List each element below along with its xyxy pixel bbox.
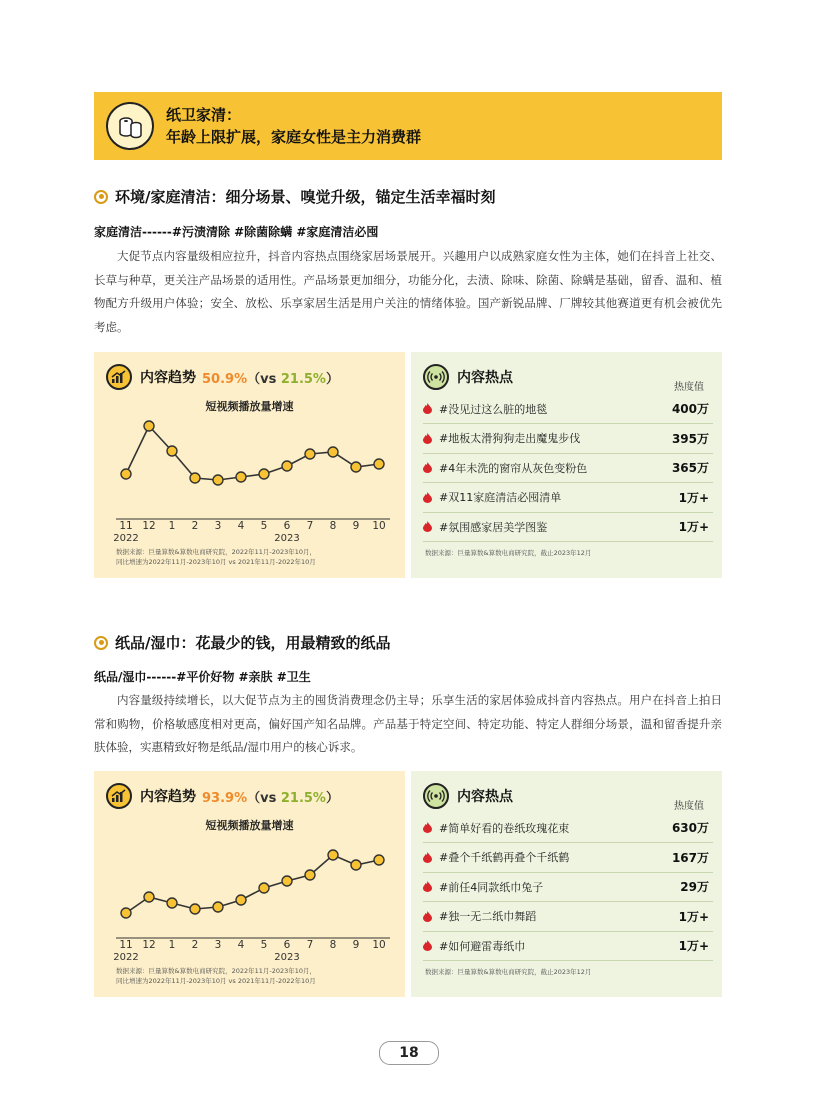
series-line [126,426,379,480]
data-point [374,459,384,469]
data-point [259,883,269,893]
x-tick-label: 6 [283,520,291,532]
trend-percent: 93.9%（vs 21.5%） [202,790,339,806]
hot-item-value: 29万 [680,880,709,894]
hot-item-label: #氛围感家居美学图鉴 [439,520,548,534]
divider [423,960,713,961]
hot-item-value: 167万 [671,850,709,865]
chart-title: 短视频播放量增速 [205,400,294,413]
data-point [236,895,246,905]
data-point [259,469,269,479]
data-point [305,449,315,459]
hot-item [423,843,709,872]
x-tick-label: 3 [214,939,222,951]
hot-item-value: 365万 [671,461,709,475]
hot-panel-2 [411,771,722,997]
hot-item [423,512,709,541]
hot-item-value: 1万+ [678,490,709,505]
data-point [213,475,223,485]
x-tick-label: 10 [372,939,386,951]
hot-item-label: #地板太滑狗狗走出魔鬼步伐 [439,432,581,445]
hot-item-label: #简单好看的卷纸玫瑰花束 [439,821,570,835]
trend-percent: 50.9%（vs 21.5%） [202,371,339,387]
x-tick-label: 12 [142,520,156,532]
broadcast-icon [423,364,449,390]
hot-item [423,394,709,423]
data-point [351,860,361,870]
data-point [282,876,292,886]
toilet-paper-icon [106,102,154,150]
x-tick-label: 1 [168,520,176,532]
x-tick-label: 6 [283,939,291,951]
hot-item [423,872,709,901]
broadcast-icon [423,783,449,809]
hot-item-value: 395万 [671,431,709,446]
hot-panel-1 [411,352,722,578]
x-tick-label: 8 [329,520,337,532]
x-tick-label: 4 [237,939,245,951]
data-point [305,870,315,880]
trend-label: 内容趋势 [140,370,196,386]
flame-icon [423,403,433,414]
hot-title: 内容热点 [457,789,513,805]
line-chart [94,771,405,997]
hot-item-label: #独一无二纸巾舞蹈 [439,910,537,923]
flame-icon [423,881,433,892]
hot-item-value: 1万+ [678,520,709,534]
hot-item-label: #前任4同款纸巾兔子 [439,880,544,894]
divider [423,541,713,542]
section-2-paragraph: 内容量级持续增长，以大促节点为主的囤货消费理念仍主导；乐享生活的家居体验成抖音内容热点。用户在抖音上拍日常和购物，价格敏感度相对更高，偏好国产知名品牌。产品基于特定空间、特定功能、特定人群细分场景，温和留香提升亲肤体验，实惠精致好物是纸品/湿巾用户的核心诉求。 [94,693,722,754]
hot-item-value: 400万 [671,402,709,416]
data-source: 数据来源：巨量算数&算数电商研究院，2022年11月-2023年10月， 同比增速为2022年11月-2023年10月 vs 2021年11月-2022年10月 [116,967,317,985]
data-source: 数据来源：巨量算数&算数电商研究院，截止2023年12月 [425,549,592,557]
flame-icon [423,462,433,473]
x-tick-label: 11 [119,939,133,951]
data-point [236,472,246,482]
data-point [213,902,223,912]
x-tick-label: 5 [260,520,268,532]
flame-icon [423,492,433,503]
flame-icon [423,940,433,951]
flame-icon [423,852,433,863]
data-point [144,421,154,431]
section-banner [94,92,722,160]
hot-item-label: #双11家庭清洁必囤清单 [439,491,562,504]
banner-line-2: 年龄上限扩展，家庭女性是主力消费群 [166,128,422,146]
hot-item-label: #4年未洗的窗帘从灰色变粉色 [439,461,588,475]
data-point [190,473,200,483]
x-tick-label: 7 [306,520,314,532]
x-tick-label: 10 [372,520,386,532]
flame-icon [423,822,433,833]
hot-title: 内容热点 [457,370,513,386]
hot-item [423,453,709,482]
x-tick-label: 4 [237,520,245,532]
year-label: 2023 [274,533,300,544]
x-tick-label: 11 [119,520,133,532]
data-point [328,447,338,457]
section-1-title: 环境/家庭清洁：细分场景、嗅觉升级，锚定生活幸福时刻 [94,186,495,207]
trend-label: 内容趋势 [140,789,196,805]
series-line [126,855,379,913]
flame-icon [423,911,433,922]
x-tick-label: 2 [191,520,199,532]
hot-item-label: #没见过这么脏的地毯 [439,402,548,416]
chart-title: 短视频播放量增速 [205,819,294,832]
x-tick-label: 9 [352,939,360,951]
trend-panel-1 [94,352,405,578]
year-label: 2023 [274,952,300,963]
hot-item [423,931,709,960]
section-2-title: 纸品/湿巾：花最少的钱，用最精致的纸品 [94,632,390,653]
data-point [121,908,131,918]
banner-line-1: 纸卫家清： [166,106,242,124]
hot-item-value: 630万 [671,821,709,835]
x-tick-label: 2 [191,939,199,951]
section-1-tags: 家庭清洁------#污渍清除 #除菌除螨 #家庭清洁必囤 [94,225,379,239]
hot-item-label: #如何避雷毒纸巾 [439,939,526,953]
hot-item [423,902,709,931]
data-point [144,892,154,902]
target-icon [94,636,108,650]
x-tick-label: 7 [306,939,314,951]
hot-item [423,813,709,842]
x-tick-label: 1 [168,939,176,951]
target-icon [94,190,108,204]
x-tick-label: 9 [352,520,360,532]
x-tick-label: 3 [214,520,222,532]
data-point [167,446,177,456]
hot-item-value: 1万+ [678,939,709,953]
data-point [121,469,131,479]
page-number: 18 [379,1041,439,1065]
data-point [167,898,177,908]
hot-item [423,483,709,512]
data-point [190,904,200,914]
section-1-paragraph: 大促节点内容量级相应拉升，抖音内容热点围绕家居场景展开。兴趣用户以成熟家庭女性为主体，她们在抖音上社交、长草与种草，更关注产品场景的适用性。产品场景更加细分，功能分化，去渍、除味、除菌、除螨是基础，留香、温和、植物配方升级用户体验；安全、放松、乐享家居生活是用户关注的情绪体验。国产新锐品牌、厂牌较其他赛道更有机会被优先考虑。 [94,249,722,334]
data-point [374,855,384,865]
flame-icon [423,433,433,444]
data-point [351,462,361,472]
data-source: 数据来源：巨量算数&算数电商研究院，截止2023年12月 [425,968,592,976]
heat-header: 热度值 [674,382,704,393]
x-tick-label: 5 [260,939,268,951]
x-tick-label: 12 [142,939,156,951]
flame-icon [423,521,433,532]
year-label: 2022 [113,533,139,544]
section-2-tags: 纸品/湿巾------#平价好物 #亲肤 #卫生 [94,670,311,684]
trend-panel-2 [94,771,405,997]
heat-header: 热度值 [674,801,704,812]
data-source: 数据来源：巨量算数&算数电商研究院，2022年11月-2023年10月， 同比增速为2022年11月-2023年10月 vs 2021年11月-2022年10月 [116,548,317,566]
year-label: 2022 [113,952,139,963]
hot-item [423,424,709,453]
line-chart [94,352,405,578]
hot-item-label: #叠个千纸鹤再叠个千纸鹤 [439,851,570,864]
hot-item-value: 1万+ [678,909,709,924]
x-tick-label: 8 [329,939,337,951]
data-point [282,461,292,471]
data-point [328,850,338,860]
